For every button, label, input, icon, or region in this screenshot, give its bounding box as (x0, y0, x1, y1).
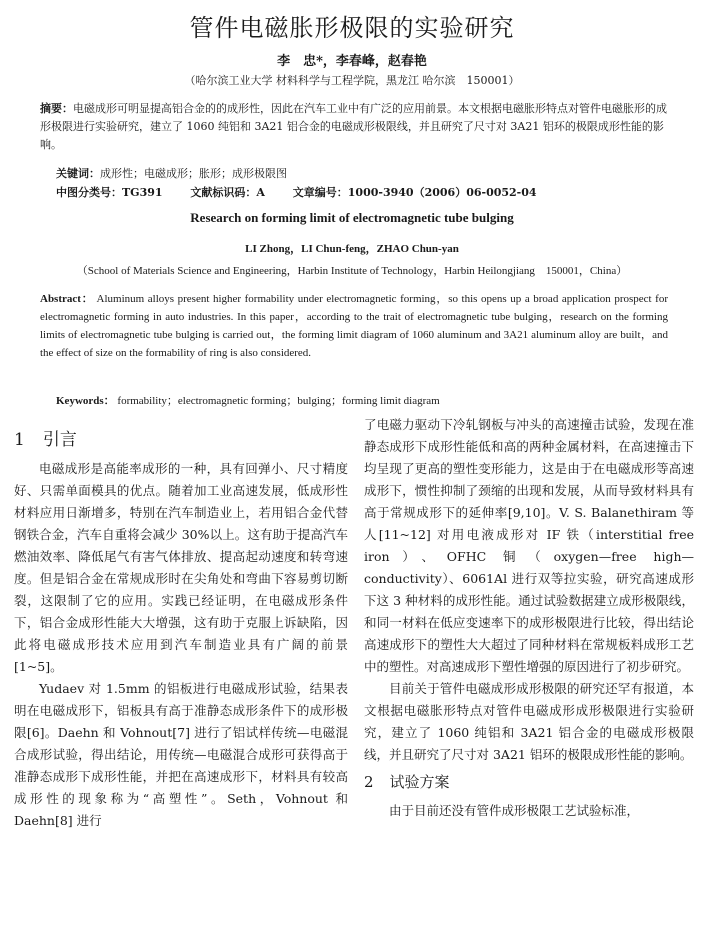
class-number: 中图分类号：TG391 (56, 186, 163, 199)
section-1-number: 1 (14, 430, 25, 450)
abstract-english-text: Aluminum alloys present higher formability under electromagnetic forming，so this opens up a broad application prospect for electromagnetic forming in auto industries. In this paper，according to the trait of electromagnetic tube bulging，research on the forming limits of electromagnetic tube bulging is carried out，the forming limit diagram of 1060 aluminum and 3A21 aluminum alloy are built，and the effect of size on the formability of ring is also considered. (40, 293, 668, 359)
authors-chinese: 李 忠*，李春峰，赵春艳 (277, 54, 427, 69)
section-2-title: 试验方案 (389, 773, 450, 791)
paragraph: 了电磁力驱动下冷轧钢板与冲头的高速撞击试验，发现在准静态成形下成形性能低和高的两种金属材料，在高速撞击下均呈现了更高的塑性变形能力，这是由于在电磁成形等高速成形下，惯性抑制了颈缩的出现和发展，从而导致材料具有高于常规成形下的延伸率[9,10]。V. S. Balanethiram 等人[11~12] 对用电液成形对 IF 铁（interstitial free iron）、OFHC 铜（oxygen—free high—conductivity）、6061Al 进行双等拉实验，研究高速成形下这 3 种材料的成形性能。通过试验数据建立成形极限线，和同一材料在低应变速率下的成形极限进行比较，得出结论高速成形下的塑性大大超过了同种材料在常规板料成形工艺中的塑性。对高速成形下塑性增强的原因进行了初步研究。 (364, 417, 694, 674)
authors-english: LI Zhong，LI Chun-feng，ZHAO Chun-yan (245, 243, 459, 255)
keywords-chinese-label: 关键词： (56, 167, 100, 180)
abstract-english (40, 290, 668, 362)
keywords-english-label: Keywords： (56, 395, 115, 407)
paragraph: 目前关于管件电磁成形成形极限的研究还罕有报道，本文根据电磁胀形特点对管件电磁成形成形极限进行实验研究，建立了 1060 纯铝和 3A21 铝合金的电磁成形极限线，并且研究了尺寸对 3A21 铝环的极限成形性能的影响。 (364, 681, 694, 762)
classification-line (56, 184, 676, 200)
paragraph: Yudaev 对 1.5mm 的铝板进行电磁成形试验，结果表明在电磁成形下，铝板具有高于准静态成形条件下的成形极限[6]。Daehn 和 Vohnout[7] 进行了铝试样传统—电磁混合成形试验，得出结论，用传统—电磁混合成形可获得高于准静态成形下成形性能，并把在高速成形下，材料具有较高成形性的现象称为“高塑性”。Seth，Vohnout 和 Daehn[8] 进行 (14, 681, 348, 828)
keywords-chinese (56, 165, 676, 181)
affiliation-english: （School of Materials Science and Engineering，Harbin Institute of Technology，Harbin Heilongjiang 150001，China） (76, 265, 628, 277)
keywords-english (56, 392, 676, 408)
article-number: 文章编号：1000-3940（2006）06-0052-04 (292, 186, 537, 199)
left-column (14, 428, 348, 832)
title-english: Research on forming limit of electromagnetic tube bulging (190, 210, 514, 225)
title-chinese: 管件电磁胀形极限的实验研究 (189, 14, 515, 42)
abstract-chinese-text: 电磁成形可明显提高铝合金的的成形性，因此在汽车工业中有广泛的应用前景。本文根据电磁胀形特点对管件电磁胀形的成形极限进行实验研究，建立了 1060 纯铝和 3A21 铝合金的电磁成形极限线，并且研究了尺寸对 3A21 铝环的极限成形性能的影响。 (40, 102, 667, 151)
affiliation-chinese: （哈尔滨工业大学 材料科学与工程学院，黑龙江 哈尔滨 150001） (184, 74, 520, 87)
paragraph: 由于目前还没有管件成形极限工艺试验标准， (389, 803, 640, 818)
section-2-heading (364, 770, 694, 794)
keywords-english-text: formability；electromagnetic forming；bulging；forming limit diagram (117, 395, 440, 407)
abstract-chinese (40, 100, 676, 154)
keywords-chinese-text: 成形性；电磁成形；胀形；成形极限图 (100, 167, 287, 180)
abstract-english-label: Abstract： (40, 293, 94, 305)
document-code: 文献标识码：A (190, 186, 265, 199)
section-1-title: 引言 (42, 430, 77, 450)
paragraph: 电磁成形是高能率成形的一种，具有回弹小、尺寸精度好、只需单面模具的优点。随着加工业高速发展，低成形性材料应用日渐增多，特别在汽车制造业上，若用铝合金代替钢铁合金，汽车自重将会减少 30%以上。这有助于提高汽车燃油效率、降低尾气有害气体排放、提高起动速度和转弯速度。但是铝合金在常规成形时在尖角处和弯曲下容易剪切断裂，这限制了它的应用。实践已经证明，在电磁成形条件下，铝合金成形性能大大增强，这有助于克服上诉缺陷，因此将电磁成形技术应用到汽车制造业具有广阔的前景[1~5]。 (14, 461, 348, 674)
section-1-heading (14, 428, 348, 452)
right-column (364, 414, 694, 822)
section-2-number: 2 (364, 773, 374, 791)
abstract-chinese-label: 摘要： (40, 102, 73, 115)
